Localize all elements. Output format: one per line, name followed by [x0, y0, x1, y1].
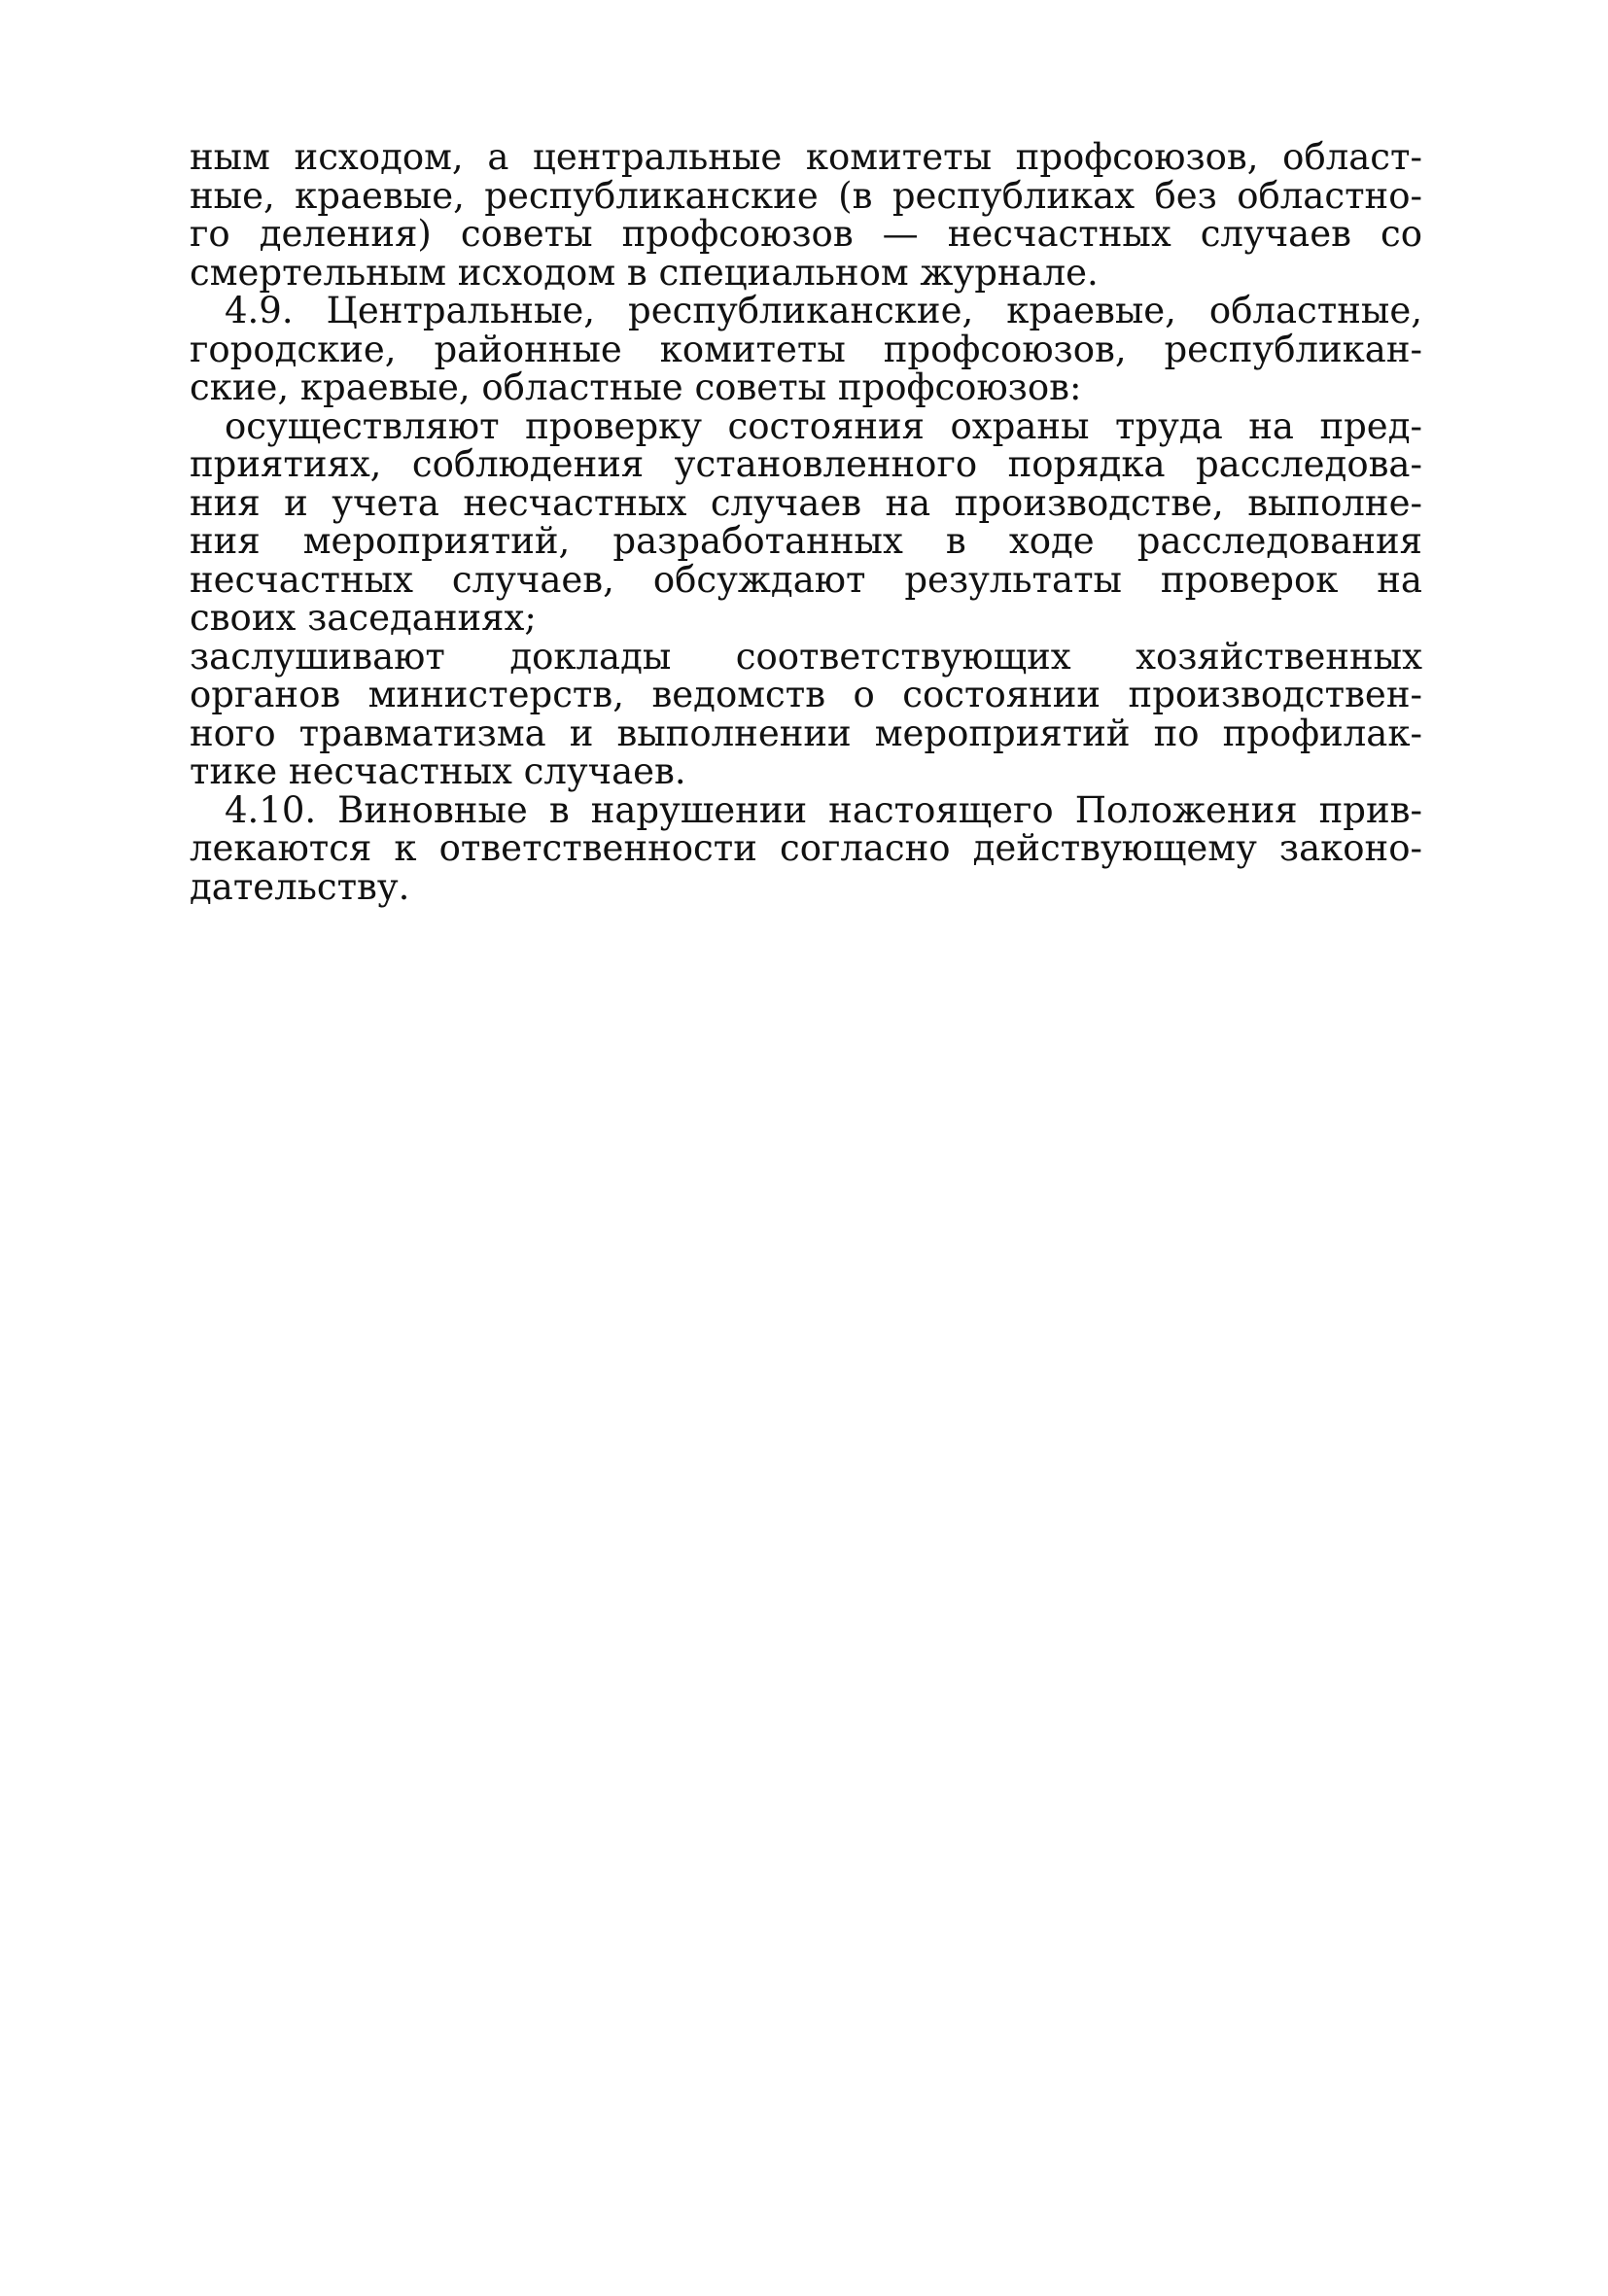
text-line: лекаются к ответственности согласно действующему законо-	[190, 827, 1422, 869]
text-line: ские, краевые, областные советы профсоюзов:	[190, 366, 1082, 408]
text-line: ным исходом, а центральные комитеты профсоюзов, област-	[190, 136, 1422, 178]
text-line: ного травматизма и выполнении мероприятий по профилак-	[190, 712, 1422, 754]
section-4-9-heading-line: 4.9. Центральные, республиканские, краевые, областные,	[225, 290, 1422, 331]
list-item-first-line: заслушивают доклады соответствующих хозяйственных	[190, 635, 1422, 678]
text-line: своих заседаниях;	[190, 597, 537, 639]
text-line: ные, краевые, республиканские (в республиках без областно-	[190, 174, 1422, 217]
text-line: тике несчастных случаев.	[190, 750, 686, 792]
text-line: смертельным исходом в специальном журнале.	[190, 251, 1099, 294]
text-line: ния и учета несчастных случаев на производстве, выполне-	[190, 481, 1422, 524]
body-text	[190, 138, 1422, 906]
section-4-10-heading-line: 4.10. Виновные в нарушении настоящего Положения прив-	[225, 788, 1422, 831]
text-line: приятиях, соблюдения установленного порядка расследова-	[190, 443, 1422, 485]
text-line: го деления) советы профсоюзов — несчастных случаев со	[190, 213, 1422, 255]
text-line: ния мероприятий, разработанных в ходе расследования	[190, 520, 1422, 562]
text-line: дательству.	[190, 865, 410, 908]
text-line: органов министерств, ведомств о состоянии производствен-	[190, 674, 1422, 715]
list-item-first-line: осуществляют проверку состояния охраны труда на пред-	[225, 404, 1422, 447]
text-line: городские, районные комитеты профсоюзов, республикан-	[190, 328, 1422, 370]
text-line: несчастных случаев, обсуждают результаты проверок на	[190, 558, 1422, 601]
